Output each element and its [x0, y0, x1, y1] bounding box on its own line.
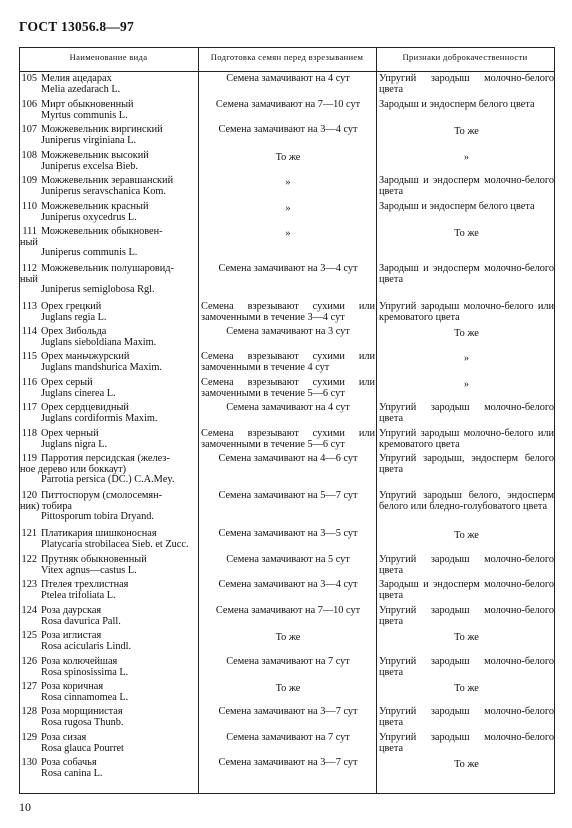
species-latin-name: Juniperus oxycedrus L. [41, 211, 137, 223]
species-latin-name: Platycaria strobilacea Sieb. et Zucc. [41, 538, 189, 550]
species-latin-name: Pittosporum tobira Dryand. [41, 511, 154, 523]
seed-preparation-cell [201, 227, 375, 240]
species-name [20, 125, 198, 136]
species-russian-name: Парротия персидская (желез- [41, 453, 170, 464]
quality-signs-cell [379, 529, 554, 542]
document-title: ГОСТ 13056.8—97 [19, 19, 134, 34]
species-russian-name: Можжевельник полушаровид- [41, 263, 174, 274]
seed-preparation-text: Семена взрезывают сухими или замоченными в течение 5—6 сут [201, 377, 375, 399]
species-russian-name: Можжевельник зеравшанский [41, 175, 174, 186]
quality-signs-cell [379, 264, 554, 285]
species-cell [20, 606, 198, 627]
species-latin-name: Rosa cinnamomea L. [41, 691, 129, 703]
species-cell [20, 707, 198, 728]
species-russian-name: Прутняк обыкновенный [41, 554, 147, 565]
quality-signs-text: » [463, 353, 470, 364]
seed-preparation-cell [201, 529, 375, 540]
species-russian-name: Орех маньчжурский [41, 351, 130, 362]
table-bottom-border [19, 793, 555, 794]
seed-preparation-cell [201, 580, 375, 591]
row-number: 108 [21, 150, 37, 161]
species-russian-name: Орех черный [41, 428, 99, 439]
seed-preparation-text: То же [275, 683, 301, 694]
seed-preparation-cell [201, 327, 375, 338]
row-number: 127 [21, 681, 37, 692]
table-top-border [19, 47, 555, 48]
seed-preparation-text: Семена замачивают на 4—6 сут [218, 453, 358, 464]
seed-preparation-cell [201, 555, 375, 566]
quality-signs-cell [379, 733, 554, 754]
seed-preparation-cell [201, 378, 375, 399]
seed-preparation-text: Семена замачивают на 3—7 сут [218, 706, 358, 717]
species-name [20, 733, 198, 744]
quality-signs-cell [379, 682, 554, 695]
row-number: 107 [21, 124, 37, 135]
species-name-continuation: ное дерево или боккаут) [20, 463, 127, 475]
species-cell [20, 151, 198, 172]
quality-signs-cell [379, 327, 554, 340]
seed-preparation-cell [201, 151, 375, 164]
species-name [20, 176, 198, 187]
row-number: 113 [21, 301, 37, 312]
seed-preparation-cell [201, 631, 375, 644]
seed-preparation-text: Семена замачивают на 7 сут [226, 732, 350, 743]
quality-signs-text: То же [454, 759, 479, 770]
seed-preparation-text: Семена замачивают на 5—7 сут [218, 490, 358, 501]
species-cell [20, 327, 198, 348]
species-russian-name: Роза иглистая [41, 630, 102, 641]
species-russian-name: Мелия ацедарах [41, 73, 112, 84]
species-latin-name: Juniperus communis L. [41, 247, 138, 259]
species-cell [20, 580, 198, 601]
seed-preparation-cell [201, 264, 375, 275]
row-number: 111 [22, 226, 37, 237]
species-russian-name: Можжевельник обыкновен- [41, 226, 163, 237]
species-latin-name: Rosa rugosa Thunb. [41, 716, 124, 728]
species-cell [20, 227, 198, 259]
seed-preparation-cell [201, 100, 375, 111]
column-divider-2 [376, 47, 377, 794]
quality-signs-cell [379, 74, 554, 95]
quality-signs-text: Упругий зародыш молочно-белого цвета [379, 554, 554, 576]
species-name-continuation: ный [20, 236, 38, 248]
species-name [20, 202, 198, 213]
species-name [20, 302, 198, 313]
quality-signs-text: Упругий зародыш молочно-белого или кремоватого цвета [379, 428, 554, 450]
species-cell [20, 454, 198, 486]
seed-preparation-text: Семена замачивают на 3—4 сут [218, 263, 358, 274]
species-cell [20, 202, 198, 223]
species-russian-name: Роза колючейшая [41, 656, 118, 667]
quality-signs-cell [379, 491, 554, 512]
species-latin-name: Ptelea trifoliata L. [41, 589, 116, 601]
species-name [20, 429, 198, 440]
quality-signs-text: Упругий зародыш, эндосперм белого цвета [379, 453, 554, 475]
species-name-continuation: ник) тобира [20, 500, 73, 512]
seed-preparation-text: Семена замачивают на 3—4 сут [218, 579, 358, 590]
seed-preparation-cell [201, 202, 375, 215]
species-russian-name: Можжевельник красный [41, 201, 149, 212]
seed-preparation-text: То же [275, 152, 301, 163]
species-cell [20, 264, 198, 296]
quality-signs-cell [379, 758, 554, 771]
species-latin-name: Juniperus seravschanica Kom. [41, 185, 166, 197]
row-number: 121 [21, 528, 37, 539]
row-number: 109 [21, 175, 37, 186]
row-number: 119 [21, 453, 37, 464]
row-number: 115 [21, 351, 37, 362]
seed-preparation-cell [201, 74, 375, 85]
seed-preparation-text: Семена взрезывают сухими или замоченными в течение 5—6 сут [201, 428, 375, 450]
species-latin-name: Juniperus semiglobosa Rgl. [41, 284, 155, 296]
species-latin-name: Myrtus communis L. [41, 109, 128, 121]
species-russian-name: Роза коричная [41, 681, 104, 692]
species-table [19, 47, 555, 794]
species-name [20, 580, 198, 591]
species-russian-name: Можжевельник виргинский [41, 124, 163, 135]
row-number: 118 [21, 428, 37, 439]
quality-signs-text: Зародыш и эндосперм молочно-белого цвета [379, 579, 554, 601]
quality-signs-text: Упругий зародыш белого, эндосперм белого или бледно-голубоватого цвета [379, 490, 554, 512]
species-cell [20, 403, 198, 424]
quality-signs-cell [379, 151, 554, 164]
quality-signs-cell [379, 631, 554, 644]
seed-preparation-cell [201, 176, 375, 189]
seed-preparation-text: » [285, 177, 291, 188]
quality-signs-cell [379, 429, 554, 450]
seed-preparation-text: Семена замачивают на 7—10 сут [215, 605, 361, 616]
quality-signs-text: Упругий зародыш молочно-белого цвета [379, 605, 554, 627]
row-number: 124 [21, 605, 37, 616]
row-number: 105 [21, 73, 37, 84]
row-number: 125 [21, 630, 37, 641]
species-russian-name: Роза морщинистая [41, 706, 123, 717]
quality-signs-cell [379, 100, 554, 111]
quality-signs-text: Упругий зародыш молочно-белого цвета [379, 732, 554, 754]
seed-preparation-cell [201, 352, 375, 373]
header-seed-preparation: Подготовка семян перед взрезыванием [210, 52, 364, 62]
seed-preparation-text: Семена замачивают на 4 сут [226, 73, 350, 84]
species-name [20, 327, 198, 338]
species-cell [20, 176, 198, 197]
species-latin-name: Juglans nigra L. [41, 438, 108, 450]
seed-preparation-text: Семена замачивают на 3—7 сут [218, 757, 358, 768]
species-latin-name: Juglans sieboldiana Maxim. [41, 336, 157, 348]
row-number: 128 [21, 706, 37, 717]
quality-signs-text: Зародыш и эндосперм белого цвета [379, 99, 535, 110]
species-name [20, 606, 198, 617]
quality-signs-cell [379, 707, 554, 728]
seed-preparation-text: Семена замачивают на 3—4 сут [218, 124, 358, 135]
species-name [20, 227, 198, 238]
quality-signs-cell [379, 125, 554, 138]
species-cell [20, 657, 198, 678]
species-cell [20, 631, 198, 652]
page-number: 10 [19, 800, 31, 814]
species-russian-name: Мирт обыкновенный [41, 99, 134, 110]
species-russian-name: Орех Зибольда [41, 326, 107, 337]
seed-preparation-cell [201, 682, 375, 695]
species-russian-name: Птелея трехлистная [41, 579, 129, 590]
seed-preparation-text: » [285, 203, 291, 214]
quality-signs-text: То же [454, 228, 479, 239]
species-cell [20, 733, 198, 754]
seed-preparation-cell [201, 429, 375, 450]
species-russian-name: Платикария шишконосная [41, 528, 157, 539]
species-latin-name: Juglans cordiformis Maxim. [41, 412, 158, 424]
row-number: 120 [21, 490, 37, 501]
quality-signs-text: Упругий зародыш молочно-белого цвета [379, 402, 554, 424]
quality-signs-text: Зародыш и эндосперм белого цвета [379, 201, 535, 212]
species-cell [20, 758, 198, 779]
quality-signs-text: То же [454, 126, 479, 137]
seed-preparation-cell [201, 657, 375, 668]
row-number: 123 [21, 579, 37, 590]
seed-preparation-cell [201, 403, 375, 414]
species-cell [20, 491, 198, 523]
quality-signs-text: Упругий зародыш молочно-белого цвета [379, 73, 554, 95]
row-number: 114 [21, 326, 37, 337]
species-russian-name: Питтоспорум (смолосемян- [41, 490, 163, 501]
species-latin-name: Juniperus excelsa Bieb. [41, 160, 138, 172]
seed-preparation-text: Семена замачивают на 5 сут [226, 554, 350, 565]
species-name [20, 264, 198, 275]
header-species-name: Наименование вида [69, 52, 148, 62]
species-cell [20, 555, 198, 576]
row-number: 110 [21, 201, 37, 212]
species-name [20, 454, 198, 465]
quality-signs-cell [379, 606, 554, 627]
species-russian-name: Орех сердцевидный [41, 402, 129, 413]
row-number: 130 [21, 757, 37, 768]
species-latin-name: Juglans mandshurica Maxim. [41, 361, 162, 373]
seed-preparation-cell [201, 758, 375, 769]
row-number: 106 [21, 99, 37, 110]
quality-signs-cell [379, 403, 554, 424]
species-name [20, 758, 198, 769]
species-cell [20, 100, 198, 121]
species-latin-name: Melia azedarach L. [41, 83, 121, 95]
species-latin-name: Rosa spinosissima L. [41, 666, 129, 678]
species-name-continuation: ный [20, 273, 38, 285]
species-name [20, 491, 198, 502]
quality-signs-cell [379, 202, 554, 213]
quality-signs-text: » [463, 379, 470, 390]
species-cell [20, 429, 198, 450]
header-bottom-border [19, 71, 555, 72]
species-russian-name: Роза даурская [41, 605, 102, 616]
quality-signs-text: То же [454, 632, 479, 643]
seed-preparation-text: Семена замачивают на 7—10 сут [215, 99, 361, 110]
row-number: 129 [21, 732, 37, 743]
species-name [20, 707, 198, 718]
seed-preparation-text: Семена замачивают на 4 сут [226, 402, 350, 413]
species-cell [20, 682, 198, 703]
table-right-border [554, 47, 555, 794]
column-divider-1 [198, 47, 199, 794]
species-russian-name: Орех грецкий [41, 301, 102, 312]
quality-signs-text: То же [454, 328, 479, 339]
species-latin-name: Rosa glauca Pourret [41, 742, 124, 754]
species-russian-name: Роза собачья [41, 757, 97, 768]
seed-preparation-text: Семена взрезывают сухими или замоченными в течение 3—4 сут [201, 301, 375, 323]
seed-preparation-cell [201, 733, 375, 744]
species-cell [20, 352, 198, 373]
species-latin-name: Juniperus virginiana L. [41, 134, 137, 146]
seed-preparation-text: То же [275, 632, 301, 643]
species-cell [20, 302, 198, 323]
species-cell [20, 378, 198, 399]
header-quality-signs: Признаки доброкачественности [402, 52, 528, 62]
row-number: 122 [21, 554, 37, 565]
quality-signs-text: Упругий зародыш молочно-белого цвета [379, 656, 554, 678]
quality-signs-text: То же [454, 683, 479, 694]
species-name [20, 682, 198, 693]
quality-signs-text: » [463, 152, 470, 163]
seed-preparation-cell [201, 302, 375, 323]
quality-signs-text: Зародыш и эндосперм молочно-белого цвета [379, 263, 554, 285]
species-latin-name: Juglans regia L. [41, 311, 107, 323]
row-number: 116 [21, 377, 37, 388]
seed-preparation-text: Семена замачивают на 3 сут [226, 326, 350, 337]
quality-signs-text: Упругий зародыш молочно-белого или кремоватого цвета [379, 301, 554, 323]
species-latin-name: Vitex agnus—castus L. [41, 564, 137, 576]
seed-preparation-text: Семена взрезывают сухими или замоченными в течение 4 сут [201, 351, 375, 373]
species-name [20, 403, 198, 414]
species-name [20, 74, 198, 85]
quality-signs-cell [379, 227, 554, 240]
seed-preparation-cell [201, 606, 375, 617]
seed-preparation-text: Семена замачивают на 7 сут [226, 656, 350, 667]
quality-signs-cell [379, 580, 554, 601]
species-name [20, 378, 198, 389]
row-number: 117 [21, 402, 37, 413]
species-latin-name: Parrotia persica (DC.) C.A.Mey. [41, 474, 175, 486]
species-cell [20, 125, 198, 146]
species-latin-name: Rosa acicularis Lindl. [41, 640, 132, 652]
species-russian-name: Орех серый [41, 377, 93, 388]
quality-signs-text: То же [454, 530, 479, 541]
species-russian-name: Можжевельник высокий [41, 150, 149, 161]
species-cell [20, 529, 198, 550]
seed-preparation-cell [201, 454, 375, 465]
seed-preparation-text: » [285, 228, 291, 239]
quality-signs-text: Зародыш и эндосперм молочно-белого цвета [379, 175, 554, 197]
row-number: 112 [21, 263, 37, 274]
species-name [20, 657, 198, 668]
quality-signs-cell [379, 176, 554, 197]
species-name [20, 151, 198, 162]
species-latin-name: Rosa davurica Pall. [41, 615, 121, 627]
quality-signs-cell [379, 302, 554, 323]
seed-preparation-cell [201, 491, 375, 502]
quality-signs-cell [379, 555, 554, 576]
species-name [20, 631, 198, 642]
seed-preparation-text: Семена замачивают на 3—5 сут [218, 528, 358, 539]
species-latin-name: Rosa canina L. [41, 767, 103, 779]
quality-signs-text: Упругий зародыш молочно-белого цвета [379, 706, 554, 728]
species-name [20, 100, 198, 111]
species-latin-name: Juglans cinerea L. [41, 387, 116, 399]
row-number: 126 [21, 656, 37, 667]
species-name [20, 555, 198, 566]
quality-signs-cell [379, 657, 554, 678]
species-russian-name: Роза сизая [41, 732, 87, 743]
quality-signs-cell [379, 378, 554, 391]
species-name [20, 529, 198, 540]
quality-signs-cell [379, 352, 554, 365]
seed-preparation-cell [201, 125, 375, 136]
quality-signs-cell [379, 454, 554, 475]
seed-preparation-cell [201, 707, 375, 718]
species-cell [20, 74, 198, 95]
species-name [20, 352, 198, 363]
